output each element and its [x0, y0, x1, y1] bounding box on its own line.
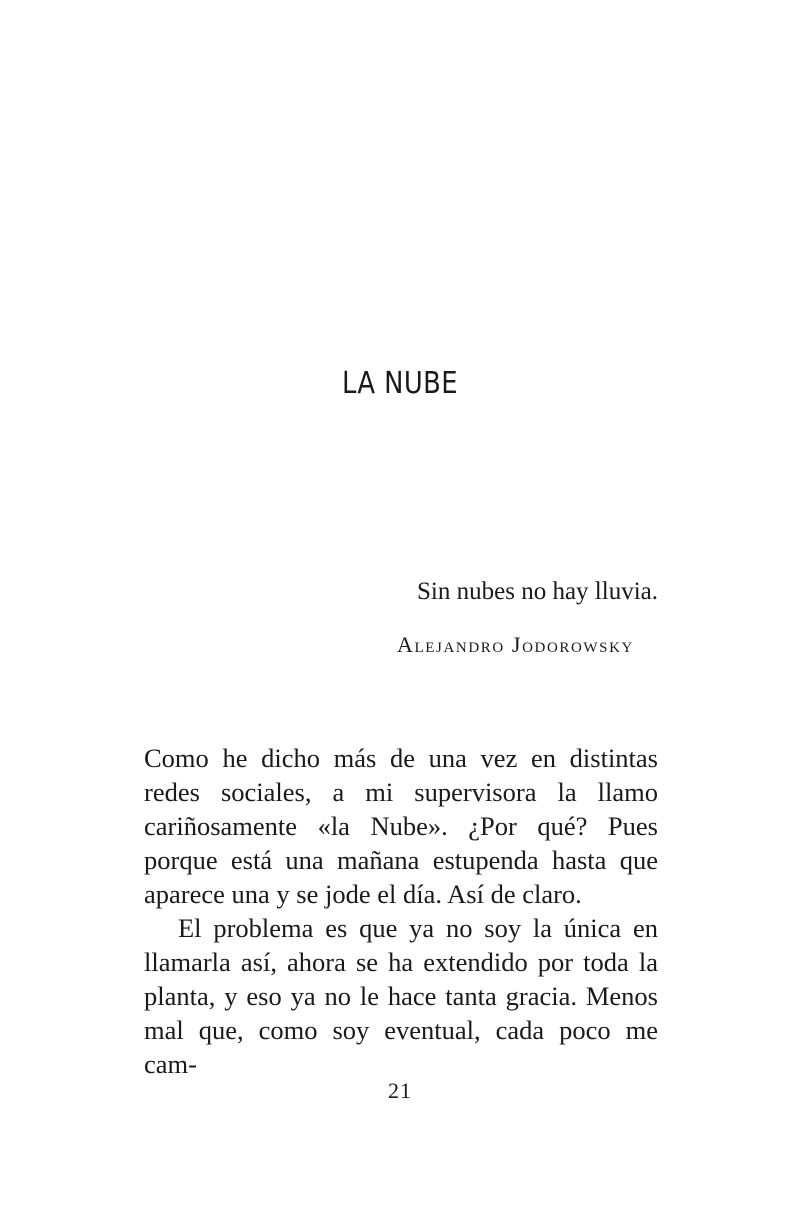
epigraph-quote: Sin nubes no hay lluvia. — [417, 578, 658, 605]
chapter-title: LA NUBE — [341, 366, 459, 401]
page-number: 21 — [388, 1078, 412, 1103]
epigraph-author: Alejandro Jodorowsky — [397, 632, 634, 657]
paragraph-1: Como he dicho más de una vez en distintas redes sociales, a mi supervisora la llamo cariñosamente «la Nube». ¿Por qué? Pues porque está una mañana estupenda hasta que aparece una y se jode el día. Así de claro. — [144, 743, 658, 909]
epigraph — [397, 574, 658, 660]
body-text — [144, 741, 658, 1081]
paragraph-2: El problema es que ya no soy la única en llamarla así, ahora se ha extendido por toda la planta, y eso ya no le hace tanta gracia. Menos mal que, como soy eventual, cada poco me cam- — [144, 913, 658, 1079]
